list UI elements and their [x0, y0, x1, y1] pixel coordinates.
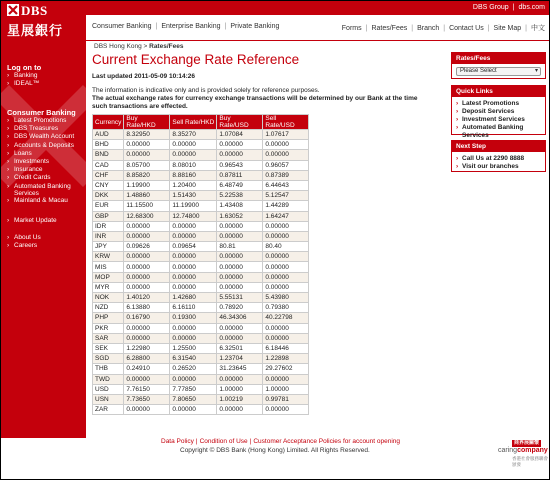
rate-cell: 6.31540	[170, 354, 217, 364]
rate-cell: 0.26520	[170, 364, 217, 374]
rate-cell: 0.00000	[263, 231, 309, 241]
rate-cell: 1.48860	[124, 191, 170, 201]
copyright: Copyright © DBS Bank (Hong Kong) Limited. All Rights Reserved.	[180, 447, 370, 454]
nav-branch[interactable]: Branch	[417, 25, 440, 32]
table-row	[93, 303, 309, 313]
rate-cell: 0.00000	[124, 150, 170, 160]
rate-cell: 0.00000	[217, 140, 263, 150]
currency-cell: GBP	[93, 211, 124, 221]
rate-cell: 0.96543	[217, 160, 263, 170]
dbs-logo[interactable]	[1, 1, 86, 41]
rate-cell: 0.99781	[263, 394, 309, 404]
rate-cell: 6.16110	[170, 303, 217, 313]
rate-cell: 0.00000	[170, 252, 217, 262]
rate-cell: 0.00000	[263, 221, 309, 231]
currency-cell: BHD	[93, 140, 124, 150]
nav-right: Forms | Rates/Fees | Branch | Contact Us | Site Map | 中文	[341, 25, 545, 32]
rate-cell: 1.40120	[124, 293, 170, 303]
footer-condition-of-use[interactable]: Condition of Use	[199, 438, 248, 445]
currency-cell: MOP	[93, 272, 124, 282]
currency-cell: DKK	[93, 191, 124, 201]
rate-cell: 0.78920	[217, 303, 263, 313]
rate-cell: 0.00000	[170, 405, 217, 415]
rate-cell: 6.28800	[124, 354, 170, 364]
rate-cell: 1.00000	[217, 384, 263, 394]
rate-cell: 0.00000	[217, 252, 263, 262]
next-step-list	[452, 152, 545, 174]
rate-cell: 0.00000	[217, 405, 263, 415]
currency-cell: SAR	[93, 333, 124, 343]
rate-cell: 1.22980	[124, 343, 170, 353]
rate-cell: 8.08010	[170, 160, 217, 170]
quick-links-box	[451, 85, 546, 139]
rate-cell: 0.00000	[124, 323, 170, 333]
rate-cell: 0.00000	[263, 150, 309, 160]
chevron-down-icon: ▾	[534, 68, 538, 74]
breadcrumb-separator: >	[143, 43, 148, 50]
nav-forms[interactable]: Forms	[341, 25, 362, 32]
rates-fees-select[interactable]	[456, 67, 541, 76]
rate-cell: 0.00000	[170, 374, 217, 384]
table-row	[93, 374, 309, 384]
rate-cell: 1.00000	[263, 384, 309, 394]
footer	[86, 438, 550, 480]
rate-cell: 5.43980	[263, 293, 309, 303]
table-row	[93, 364, 309, 374]
currency-cell: NOK	[93, 293, 124, 303]
nav-left: Consumer Banking | Enterprise Banking | Private Banking	[92, 23, 280, 30]
rate-cell: 0.00000	[124, 140, 170, 150]
sidebar-item-mainland-macau[interactable]: › Mainland & Macau	[7, 197, 77, 205]
rate-cell: 0.00000	[217, 282, 263, 292]
logo-chinese-text: 星展銀行	[7, 24, 64, 39]
rate-cell: 5.55131	[217, 293, 263, 303]
table-row	[93, 160, 309, 170]
currency-cell: JPY	[93, 242, 124, 252]
rate-cell: 0.96057	[263, 160, 309, 170]
rate-cell: 1.19900	[124, 180, 170, 190]
rate-cell: 1.23704	[217, 354, 263, 364]
nav-private-banking[interactable]: Private Banking	[230, 23, 280, 30]
table-header-row	[93, 115, 309, 130]
footer-customer-acceptance[interactable]: Customer Acceptance Policies for account opening	[253, 438, 401, 445]
currency-cell: CHF	[93, 170, 124, 180]
rate-cell: 6.13880	[124, 303, 170, 313]
disclaimer-text: The information is indicative only and is provided solely for reference purposes.	[92, 87, 320, 94]
rate-cell: 1.63052	[217, 211, 263, 221]
rate-cell: 0.00000	[263, 272, 309, 282]
breadcrumb-home[interactable]: DBS Hong Kong	[94, 43, 142, 50]
sidebar-item-ideal[interactable]: › IDEAL™	[7, 80, 39, 88]
rate-cell: 0.00000	[263, 282, 309, 292]
left-sidebar	[1, 41, 86, 438]
rate-cell: 0.00000	[124, 252, 170, 262]
currency-cell: BND	[93, 150, 124, 160]
header-sell-hkd: Sell Rate/HKD	[170, 115, 217, 130]
exchange-rate-table	[92, 114, 309, 415]
table-body	[93, 130, 309, 415]
currency-cell: PKR	[93, 323, 124, 333]
rate-cell: 6.32501	[217, 343, 263, 353]
currency-cell: EUR	[93, 201, 124, 211]
rate-cell: 1.20400	[170, 180, 217, 190]
caring-company-wordmark: caringcompany	[498, 447, 548, 454]
header-buy-hkd: Buy Rate/HKD	[124, 115, 170, 130]
header-sell-usd: Sell Rate/USD	[263, 115, 309, 130]
rate-cell: 0.00000	[170, 231, 217, 241]
rate-cell: 0.00000	[170, 323, 217, 333]
sidebar-item-accounts-deposits[interactable]: › Accounts & Deposits	[7, 142, 77, 150]
table-row	[93, 130, 309, 140]
rate-cell: 0.00000	[217, 221, 263, 231]
table-row	[93, 140, 309, 150]
rate-cell: 12.74800	[170, 211, 217, 221]
rate-cell: 8.88160	[170, 170, 217, 180]
rate-cell: 7.77850	[170, 384, 217, 394]
quick-link-latest-promotions[interactable]: › Latest Promotions	[456, 100, 541, 108]
quick-link-deposit-services[interactable]: › Deposit Services	[456, 108, 541, 116]
rate-cell: 0.24910	[124, 364, 170, 374]
nav-contact-us[interactable]: Contact Us	[449, 25, 484, 32]
table-row	[93, 293, 309, 303]
breadcrumb	[94, 43, 183, 50]
rate-cell: 29.27602	[263, 364, 309, 374]
sidebar-item-banking[interactable]: › Banking	[7, 72, 39, 80]
table-row	[93, 221, 309, 231]
rate-cell: 7.76150	[124, 384, 170, 394]
currency-cell: SGD	[93, 354, 124, 364]
rate-cell: 0.00000	[124, 231, 170, 241]
rate-cell: 11.15500	[124, 201, 170, 211]
rate-cell: 0.00000	[170, 221, 217, 231]
quick-links-heading: Quick Links	[452, 86, 545, 97]
dbs-group-link[interactable]: DBS Group	[472, 4, 509, 11]
currency-cell: THB	[93, 364, 124, 374]
currency-cell: IDR	[93, 221, 124, 231]
rate-cell: 1.44289	[263, 201, 309, 211]
logo-text: DBS	[21, 3, 48, 18]
currency-cell: USN	[93, 394, 124, 404]
header-currency: Currency	[93, 115, 124, 130]
rate-cell: 0.00000	[170, 333, 217, 343]
table-row	[93, 201, 309, 211]
quick-link-automated-banking[interactable]: › Automated Banking Services	[456, 124, 541, 140]
table-row	[93, 231, 309, 241]
about-list	[7, 234, 41, 250]
currency-cell: CAD	[93, 160, 124, 170]
table-row	[93, 323, 309, 333]
nav-chinese[interactable]: 中文	[531, 25, 545, 32]
rate-cell: 8.35270	[170, 130, 217, 140]
sidebar-item-insurance[interactable]: › Insurance	[7, 166, 77, 174]
rate-cell: 46.34306	[217, 313, 263, 323]
table-row	[93, 170, 309, 180]
rate-cell: 0.79380	[263, 303, 309, 313]
rates-fees-box	[451, 52, 546, 79]
rate-cell: 8.85820	[124, 170, 170, 180]
rate-cell: 40.22798	[263, 313, 309, 323]
nav-site-map[interactable]: Site Map	[493, 25, 522, 32]
top-links: DBS Group | dbs.com	[472, 4, 545, 11]
rate-cell: 0.00000	[124, 272, 170, 282]
rate-cell: 5.12547	[263, 191, 309, 201]
sidebar-item-dbs-wealth-account[interactable]: › DBS Wealth Account	[7, 133, 77, 141]
table-row	[93, 262, 309, 272]
rate-cell: 0.00000	[263, 405, 309, 415]
rate-cell: 0.00000	[263, 140, 309, 150]
currency-cell: AUD	[93, 130, 124, 140]
rate-cell: 0.00000	[263, 323, 309, 333]
dbs-com-link[interactable]: dbs.com	[518, 4, 545, 11]
rate-cell: 1.42680	[170, 293, 217, 303]
caring-company-logo	[498, 440, 548, 467]
currency-cell: TWD	[93, 374, 124, 384]
main-nav	[86, 15, 550, 41]
currency-cell: CNY	[93, 180, 124, 190]
sidebar-item-about-us[interactable]: › About Us	[7, 234, 41, 242]
rate-cell: 1.00219	[217, 394, 263, 404]
rate-cell: 0.00000	[217, 323, 263, 333]
rate-cell: 0.16790	[124, 313, 170, 323]
rate-cell: 0.00000	[263, 374, 309, 384]
next-step-call-us[interactable]: › Call Us at 2290 8888	[456, 155, 541, 163]
currency-cell: KRW	[93, 252, 124, 262]
rate-cell: 0.00000	[217, 272, 263, 282]
rate-cell: 1.07617	[263, 130, 309, 140]
next-step-box	[451, 140, 546, 172]
table-row	[93, 252, 309, 262]
rate-cell: 12.68300	[124, 211, 170, 221]
dbs-x-logo-icon	[7, 4, 19, 16]
table-row	[93, 150, 309, 160]
rate-cell: 0.00000	[217, 333, 263, 343]
rate-cell: 0.00000	[263, 262, 309, 272]
currency-cell: INR	[93, 231, 124, 241]
caring-badge: 商界展關懷	[514, 440, 540, 446]
rate-cell: 1.22898	[263, 354, 309, 364]
rate-cell: 0.09654	[170, 242, 217, 252]
rate-cell: 7.80650	[170, 394, 217, 404]
table-row	[93, 180, 309, 190]
rate-cell: 0.00000	[217, 150, 263, 160]
currency-cell: NZD	[93, 303, 124, 313]
select-value: Please Select	[460, 68, 497, 74]
footer-links: Data Policy | Condition of Use | Customer Acceptance Policies for account opening	[161, 438, 401, 445]
rate-cell: 0.00000	[124, 333, 170, 343]
rate-cell: 0.00000	[124, 221, 170, 231]
sidebar-item-credit-cards[interactable]: › Credit Cards	[7, 174, 77, 182]
rate-cell: 80.40	[263, 242, 309, 252]
table-row	[93, 384, 309, 394]
rate-cell: 0.00000	[217, 231, 263, 241]
table-row	[93, 394, 309, 404]
rate-cell: 0.87389	[263, 170, 309, 180]
rate-cell: 8.32950	[124, 130, 170, 140]
consumer-list	[7, 117, 77, 205]
rate-cell: 1.64247	[263, 211, 309, 221]
rate-cell: 0.00000	[217, 262, 263, 272]
market-list	[7, 217, 57, 225]
sidebar-item-careers[interactable]: › Careers	[7, 242, 41, 250]
last-updated: Last updated 2011-05-09 10:14:26	[92, 73, 195, 80]
rate-cell: 6.44643	[263, 180, 309, 190]
sidebar-item-loans[interactable]: › Loans	[7, 150, 77, 158]
rate-cell: 80.81	[217, 242, 263, 252]
rate-cell: 0.00000	[124, 262, 170, 272]
rate-cell: 7.73650	[124, 394, 170, 404]
table-row	[93, 272, 309, 282]
nav-enterprise-banking[interactable]: Enterprise Banking	[161, 23, 221, 30]
page-title: Current Exchange Rate Reference	[92, 52, 300, 67]
sidebar-item-automated-banking[interactable]: › Automated Banking Services	[7, 183, 77, 197]
table-row	[93, 191, 309, 201]
table-row	[93, 211, 309, 221]
currency-cell: PHP	[93, 313, 124, 323]
sidebar-item-market-update[interactable]: › Market Update	[7, 217, 57, 225]
sidebar-item-investments[interactable]: › Investments	[7, 158, 77, 166]
rate-cell: 0.00000	[170, 262, 217, 272]
rate-cell: 1.43408	[217, 201, 263, 211]
consumer-banking-heading: Consumer Banking	[7, 108, 76, 117]
rate-cell: 0.00000	[217, 374, 263, 384]
rate-cell: 0.00000	[124, 405, 170, 415]
sidebar-item-latest-promotions[interactable]: › Latest Promotions	[7, 117, 77, 125]
rate-cell: 0.00000	[170, 140, 217, 150]
footer-data-policy[interactable]: Data Policy	[161, 438, 194, 445]
logon-list	[7, 72, 39, 88]
rate-cell: 0.00000	[170, 150, 217, 160]
rate-cell: 11.19900	[170, 201, 217, 211]
quick-link-investment-services[interactable]: › Investment Services	[456, 116, 541, 124]
rate-cell: 31.23645	[217, 364, 263, 374]
currency-cell: USD	[93, 384, 124, 394]
disclaimer-bold-text: The actual exchange rates for currency exchange transactions will be determined by our Bank at the time such transactions are effected.	[92, 95, 418, 110]
rate-cell: 0.00000	[263, 252, 309, 262]
currency-cell: ZAR	[93, 405, 124, 415]
rate-cell: 0.00000	[170, 282, 217, 292]
breadcrumb-current: Rates/Fees	[149, 43, 184, 50]
rate-cell: 0.00000	[170, 272, 217, 282]
caring-chinese-text: 香港社會服務聯會頒發	[512, 456, 548, 467]
rate-cell: 6.18446	[263, 343, 309, 353]
nav-consumer-banking[interactable]: Consumer Banking	[92, 23, 152, 30]
rate-cell: 1.25500	[170, 343, 217, 353]
table-row	[93, 354, 309, 364]
table-row	[93, 282, 309, 292]
rate-cell: 0.87811	[217, 170, 263, 180]
rate-cell: 0.09626	[124, 242, 170, 252]
table-row	[93, 242, 309, 252]
rate-cell: 1.51430	[170, 191, 217, 201]
rate-cell: 0.19300	[170, 313, 217, 323]
rate-cell: 8.05700	[124, 160, 170, 170]
table-row	[93, 333, 309, 343]
table-row	[93, 313, 309, 323]
sidebar-item-dbs-treasures[interactable]: › DBS Treasures	[7, 125, 77, 133]
logon-heading: Log on to	[7, 63, 42, 72]
rate-cell: 1.07084	[217, 130, 263, 140]
quick-links-list	[452, 97, 545, 143]
rate-cell: 0.00000	[124, 374, 170, 384]
rate-cell: 5.22538	[217, 191, 263, 201]
rate-cell: 6.48749	[217, 180, 263, 190]
currency-cell: MIS	[93, 262, 124, 272]
table-row	[93, 405, 309, 415]
next-step-visit-branches[interactable]: › Visit our branches	[456, 163, 541, 171]
rate-cell: 0.00000	[263, 333, 309, 343]
currency-cell: SEK	[93, 343, 124, 353]
table-row	[93, 343, 309, 353]
rate-cell: 0.00000	[124, 282, 170, 292]
header-buy-usd: Buy Rate/USD	[217, 115, 263, 130]
currency-cell: MYR	[93, 282, 124, 292]
nav-rates-fees[interactable]: Rates/Fees	[371, 25, 408, 32]
rates-fees-heading: Rates/Fees	[452, 53, 545, 64]
next-step-heading: Next Step	[452, 141, 545, 152]
